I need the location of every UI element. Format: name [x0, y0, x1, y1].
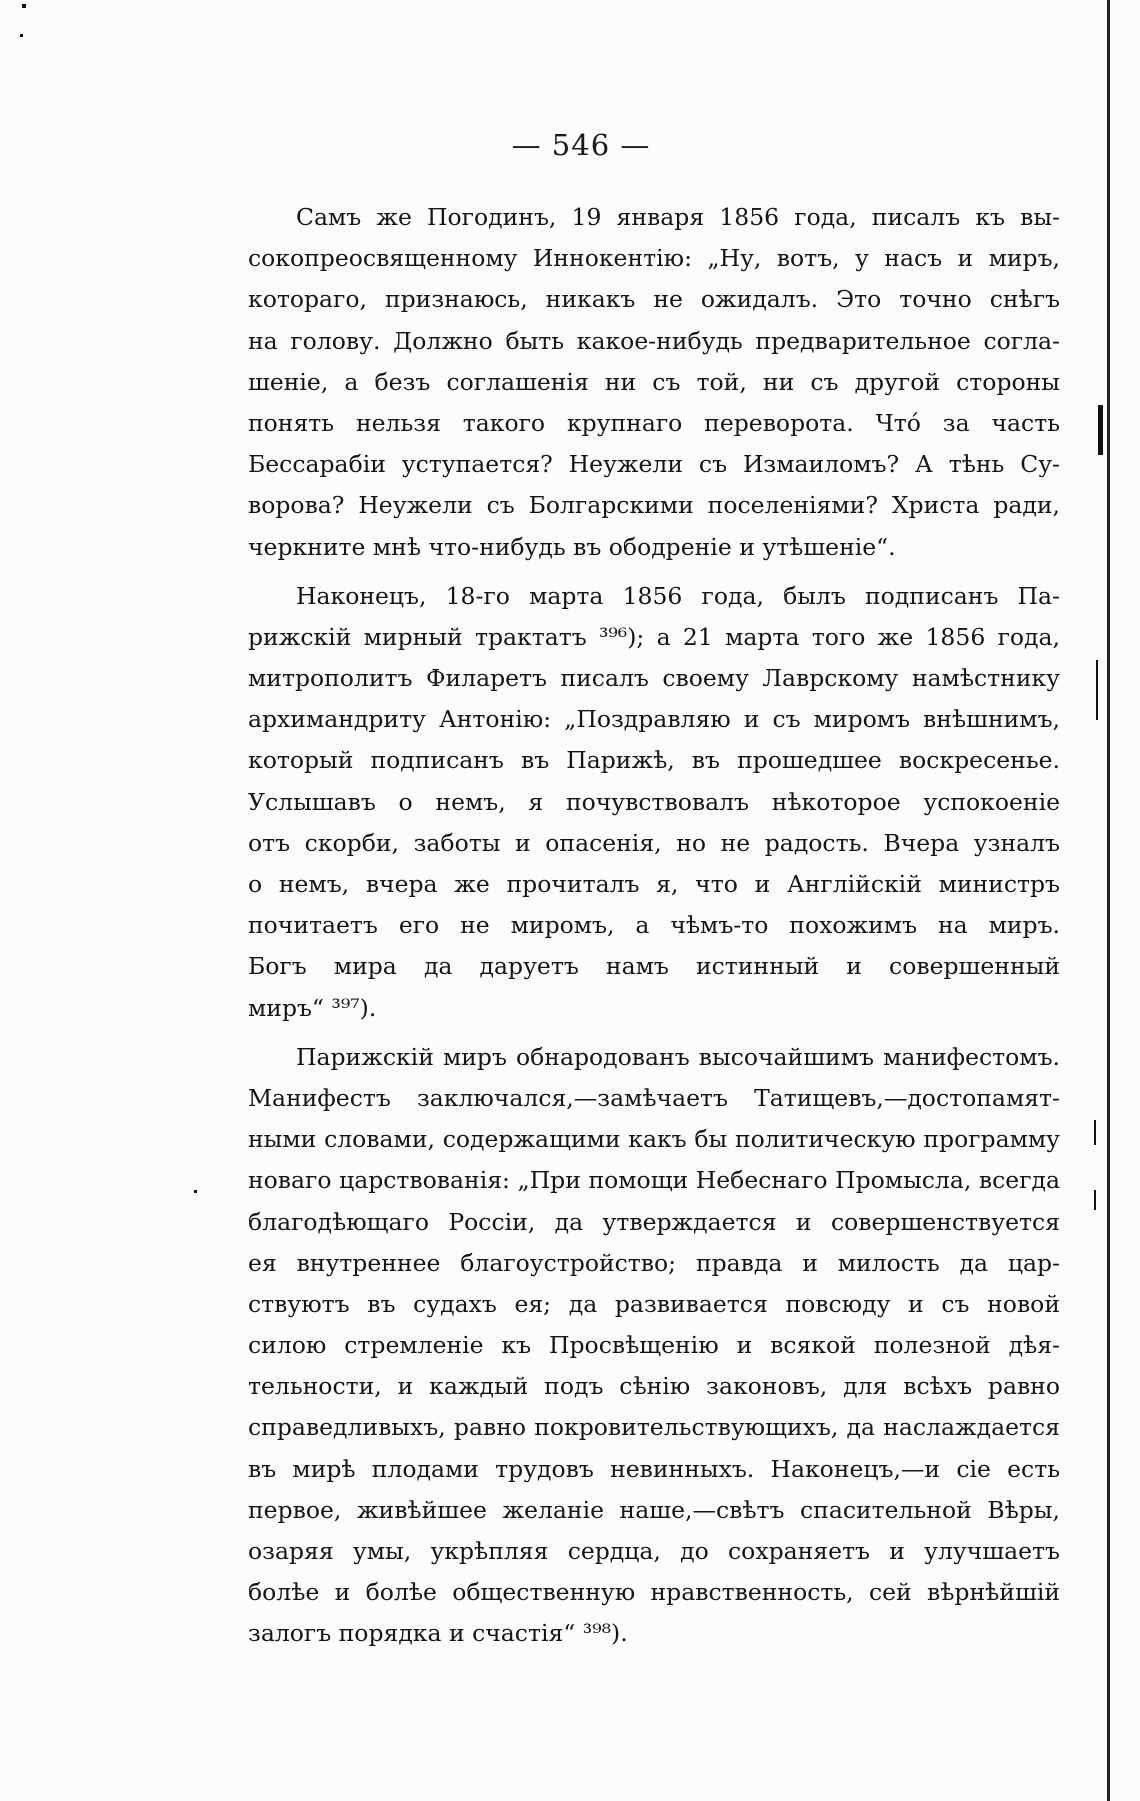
text-line: митрополитъ Филаретъ писалъ своему Лаврскому намѣстнику	[248, 664, 1060, 693]
text-line: благодѣющаго Россіи, да утверждается и совершенствуется	[248, 1207, 1060, 1236]
scan-edge-mark	[1094, 1120, 1096, 1145]
text-line: сокопреосвященному Иннокентію: „Ну, вотъ, у насъ и миръ,	[248, 244, 1060, 273]
text-line: шеніе, а безъ соглашенія ни съ той, ни съ другой стороны	[248, 367, 1060, 396]
text-line: Богъ мира да даруетъ намъ истинный и совершенный	[248, 952, 1060, 981]
text-line: Услышавъ о немъ, я почувствовалъ нѣкоторое успокоеніе	[248, 787, 1060, 816]
text-line: силою стремленіе къ Просвѣщенію и всякой полезной дѣя-	[248, 1331, 1060, 1360]
text-line: на голову. Должно быть какое-нибудь предварительное согла-	[248, 326, 1060, 355]
text-line: въ мирѣ плодами трудовъ невинныхъ. Наконецъ,—и сіе есть	[248, 1454, 1060, 1483]
text-line: Парижскій миръ обнародованъ высочайшимъ манифестомъ.	[296, 1042, 1060, 1071]
scan-edge-mark	[1094, 1190, 1096, 1210]
text-line: залогъ порядка и счастія“ ³⁹⁸).	[248, 1619, 628, 1648]
text-line: озаряя умы, укрѣпляя сердца, до сохраняетъ и улучшаетъ	[248, 1537, 1060, 1565]
text-line: Манифестъ заключался,—замѣчаетъ Татищевъ,—достопамят-	[248, 1083, 1060, 1112]
text-line: рижскій мирный трактатъ ³⁹⁶); а 21 марта того же 1856 года,	[248, 622, 1060, 651]
text-line: Самъ же Погодинъ, 19 января 1856 года, писалъ къ вы-	[296, 203, 1060, 231]
text-line: ея внутреннее благоустройство; правда и милость да цар-	[248, 1248, 1060, 1277]
scan-dot	[22, 4, 26, 8]
scan-dot	[20, 34, 23, 37]
text-line: отъ скорби, заботы и опасенія, но не радость. Вчера узналъ	[248, 828, 1060, 857]
text-line: котораго, признаюсь, никакъ не ожидалъ. Это точно снѣгъ	[248, 285, 1060, 314]
text-line: первое, живѣйшее желаніе наше,—свѣтъ спасительной Вѣры,	[248, 1495, 1060, 1524]
text-line: который подписанъ въ Парижѣ, въ прошедшее воскресенье.	[248, 746, 1060, 775]
text-line: о немъ, вчера же прочиталъ я, что и Англійскій министръ	[248, 870, 1060, 898]
body-text	[248, 197, 1060, 1655]
text-line: новаго царствованія: „При помощи Небеснаго Промысла, всегда	[248, 1166, 1060, 1195]
text-line: справедливыхъ, равно покровительствующихъ, да наслаждается	[248, 1413, 1060, 1442]
text-line: черкните мнѣ что-нибудь въ ободреніе и утѣшеніе“.	[248, 532, 896, 561]
scan-dot	[194, 1190, 197, 1193]
text-line: понять нельзя такого крупнаго переворота. Чтó за часть	[248, 408, 1060, 437]
text-line: миръ“ ³⁹⁷).	[248, 993, 377, 1022]
text-line: Бессарабіи уступается? Неужели съ Измаиломъ? А тѣнь Су-	[248, 450, 1060, 479]
text-line: болѣе и болѣе общественную нравственность, сей вѣрнѣйшій	[248, 1578, 1060, 1607]
text-line: тельности, и каждый подъ сѣнію законовъ, для всѣхъ равно	[248, 1372, 1060, 1401]
text-line: ворова? Неужели съ Болгарскими поселеніями? Христа ради,	[248, 491, 1060, 520]
paragraph-gap	[248, 568, 1060, 576]
text-line: ствуютъ въ судахъ ея; да развивается повсюду и съ новой	[248, 1289, 1060, 1318]
text-line: ными словами, содержащими какъ бы политическую программу	[248, 1125, 1060, 1154]
scan-edge-mark	[1098, 405, 1103, 455]
text-line: Наконецъ, 18-го марта 1856 года, былъ подписанъ Па-	[296, 581, 1060, 610]
scan-edge-mark	[1096, 660, 1098, 720]
scan-edge-mark	[1107, 0, 1110, 1801]
paragraph-gap	[248, 1029, 1060, 1037]
page-number: — 546 —	[511, 128, 651, 162]
text-line: архимандриту Антонію: „Поздравляю и съ миромъ внѣшнимъ,	[248, 705, 1060, 734]
text-line: почитаетъ его не миромъ, а чѣмъ-то похожимъ на миръ.	[248, 911, 1060, 940]
